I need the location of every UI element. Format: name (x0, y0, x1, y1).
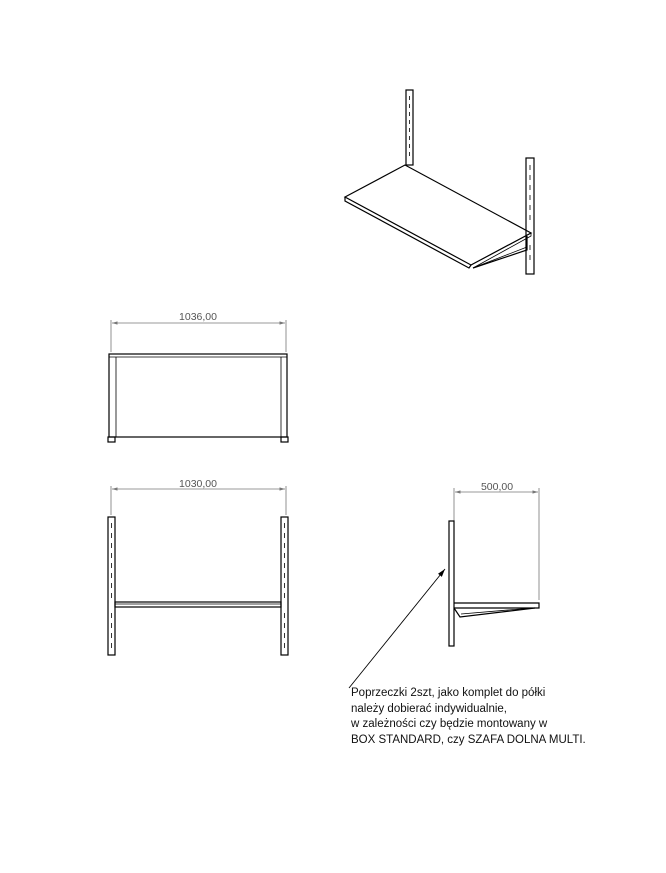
iso-left-rail (406, 90, 413, 165)
note-leader-arrow (349, 569, 445, 688)
note-text (351, 686, 651, 748)
left-rail (108, 517, 115, 655)
front-rails-view (108, 478, 288, 655)
dim-rail-span: 1030,00 (179, 478, 217, 490)
dim-front-width: 1036,00 (179, 311, 217, 323)
front-view (108, 311, 288, 442)
isometric-view (345, 90, 534, 274)
note-line: należy dobierać indywidualnie, (351, 702, 507, 715)
iso-right-rail (526, 158, 534, 274)
note-line: Poprzeczki 2szt, jako komplet do półki (351, 687, 546, 699)
side-view (449, 481, 539, 646)
right-rail (281, 517, 288, 655)
dim-depth: 500,00 (480, 481, 514, 493)
note-line: w zależności czy będzie montowany w (351, 718, 548, 730)
iso-shelf (345, 165, 531, 268)
note-line: BOX STANDARD, czy SZAFA DOLNA MULTI. (351, 733, 586, 746)
